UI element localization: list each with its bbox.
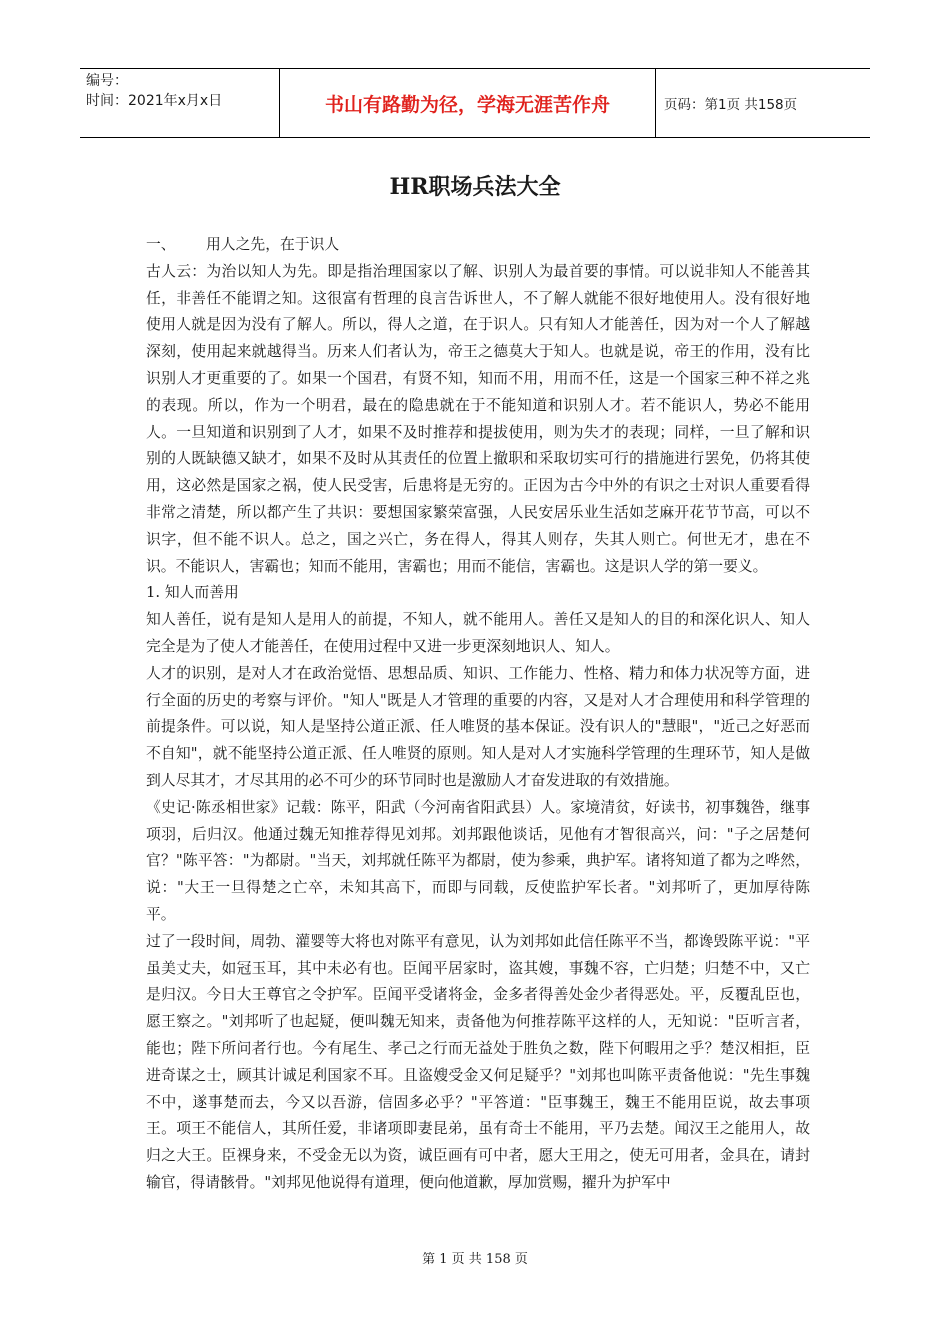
header-motto: 书山有路勤为径，学海无涯苦作舟 — [280, 69, 656, 137]
paragraph: 《史记·陈丞相世家》记载：陈平，阳武（今河南省阳武县）人。家境清贫，好读书，初事魏咎，继事项羽，后归汉。他通过魏无知推荐得见刘邦。刘邦跟他谈话，见他有才智很高兴，问："子之居楚何官？"陈平答："为都尉。"当天，刘邦就任陈平为都尉，使为参乘，典护军。诸将知道了都为之哗然，说："大王一旦得楚之亡卒，未知其高下，而即与同载，反使监护军长者。"刘邦听了，更加厚待陈平。 — [146, 798, 810, 923]
header-meta — [80, 69, 280, 137]
document-body — [146, 232, 810, 1197]
number-label: 编号： — [86, 73, 128, 89]
section-number: 一、 — [146, 236, 176, 253]
date-label: 时间：2021年x月x日 — [86, 93, 223, 109]
paragraph: 古人云：为治以知人为先。即是指治理国家以了解、识别人为最首要的事情。可以说非知人不能善其任，非善任不能谓之知。这很富有哲理的良言告诉世人，不了解人就能不很好地使用人。没有很好地使用人就是因为没有了解人。所以，得人之道，在于识人。只有知人才能善任，因为对一个人了解越深刻，使用起来就越得当。历来人们者认为，帝王之德莫大于知人。也就是说，帝王的作用，没有比识别人才更重要的了。如果一个国君，有贤不知，知而不用，用而不任，这是一个国家三种不祥之兆的表现。所以，作为一个明君，最在的隐患就在于不能知道和识别人才。若不能识人，势必不能用人。一旦知道和识别到了人才，如果不及时推荐和提拔使用，则为失才的表现；同样，一旦了解和识别的人既缺德又缺才，如果不及时从其责任的位置上撤职和采取切实可行的措施进行罢免，仍将其使用，这必然是国家之祸，使人民受害，后患将是无穷的。正因为古今中外的有识之士对识人重要看得非常之清楚，所以都产生了共识：要想国家繁荣富强，人民安居乐业生活如芝麻开花节节高，可以不识字，但不能不识人。总之，国之兴亡，务在得人，得其人则存，失其人则亡。何世无才，患在不识。不能识人，害霸也；知而不能用，害霸也；用而不能信，害霸也。这是识人学的第一要义。 — [146, 262, 810, 575]
section-title: 用人之先，在于识人 — [206, 236, 340, 253]
page-footer: 第 1 页 共 158 页 — [422, 1252, 528, 1267]
page-header — [80, 68, 870, 138]
paragraph: 过了一段时间，周勃、灌婴等大将也对陈平有意见，认为刘邦如此信任陈平不当，都谗毁陈平说："平虽美丈夫，如冠玉耳，其中未必有也。臣闻平居家时，盗其嫂，事魏不容，亡归楚；归楚不中，又亡是归汉。今日大王尊官之令护军。臣闻平受诸将金，金多者得善处金少者得恶处。平，反覆乱臣也，愿王察之。"刘邦听了也起疑，便叫魏无知来，责备他为何推荐陈平这样的人，无知说："臣听言者，能也；陛下所问者行也。今有尾生、孝己之行而无益处于胜负之数，陛下何暇用之乎？楚汉相拒，臣进奇谋之士，顾其计诚足利国家不耳。且盗嫂受金又何足疑乎？"刘邦也叫陈平责备他说："先生事魏不中，遂事楚而去，今又以吾游，信固多必乎？"平答道："臣事魏王，魏王不能用臣说，故去事项王。项王不能信人，其所任爱，非诸项即妻昆弟，虽有奇士不能用，平乃去楚。闻汉王之能用人，故归之大王。臣裸身来，不受金无以为资，诚臣画有可中者，愿大王用之，使无可用者，金具在，请封输官，得请骸骨。"刘邦见他说得有道理，便向他道歉，厚加赏赐，擢升为护军中 — [146, 932, 810, 1191]
section-heading — [146, 232, 810, 259]
subheading: 1. 知人而善用 — [146, 584, 239, 602]
header-page-info: 页码：第1页 共158页 — [664, 97, 798, 113]
paragraph: 人才的识别，是对人才在政治觉悟、思想品质、知识、工作能力、性格、精力和体力状况等方面，进行全面的历史的考察与评价。"知人"既是人才管理的重要的内容，又是对人才合理使用和科学管理的前提条件。可以说，知人是坚持公道正派、任人唯贤的基本保证。没有识人的"慧眼"，"近己之好恶而不自知"，就不能坚持公道正派、任人唯贤的原则。知人是对人才实施科学管理的生理环节，知人是做到人尽其才，才尽其用的必不可少的环节同时也是激励人才奋发进取的有效措施。 — [146, 664, 810, 789]
document-title: HR职场兵法大全 — [389, 174, 561, 200]
paragraph: 知人善任，说有是知人是用人的前提，不知人，就不能用人。善任又是知人的目的和深化识人、知人完全是为了使人才能善任，在使用过程中又进一步更深刻地识人、知人。 — [146, 611, 810, 655]
